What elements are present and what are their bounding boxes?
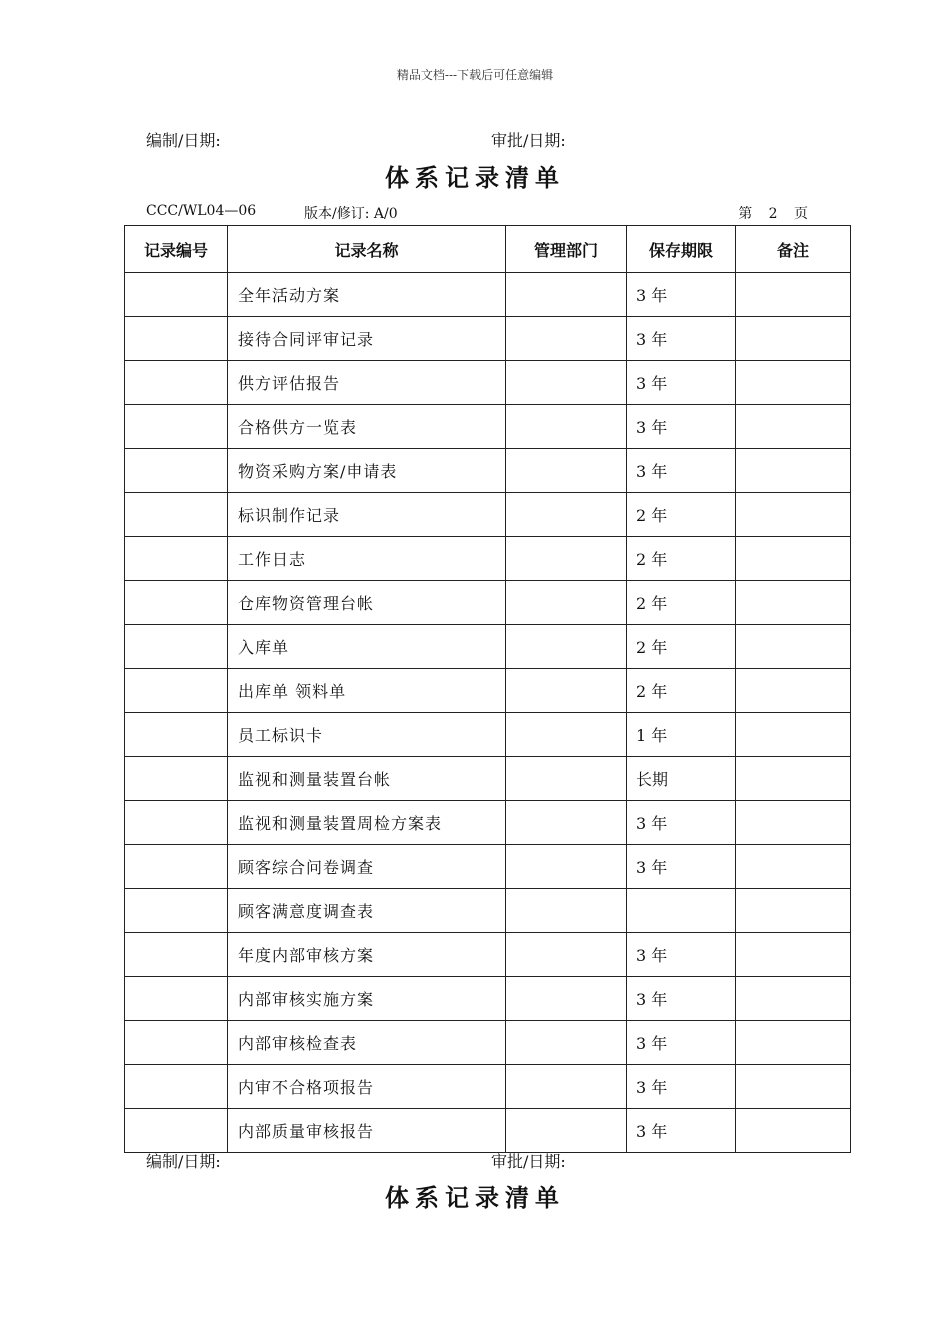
department-cell: [506, 845, 627, 889]
retention-cell: 2 年: [627, 493, 736, 537]
department-cell: [506, 977, 627, 1021]
approved-by-label: 审批/日期:: [491, 1152, 566, 1171]
signature-row-bottom: [146, 1149, 846, 1171]
record-name-cell: 仓库物资管理台帐: [228, 581, 506, 625]
retention-cell: 3 年: [627, 801, 736, 845]
record-name-cell: 入库单: [228, 625, 506, 669]
department-cell: [506, 1109, 627, 1153]
record-id-cell: [125, 1109, 228, 1153]
signature-row-top: [146, 128, 846, 150]
retention-cell: 2 年: [627, 537, 736, 581]
record-id-cell: [125, 273, 228, 317]
remarks-cell: [736, 273, 851, 317]
record-name-cell: 年度内部审核方案: [228, 933, 506, 977]
department-cell: [506, 933, 627, 977]
retention-cell: 2 年: [627, 669, 736, 713]
table-row: [125, 1065, 851, 1109]
table-row: [125, 757, 851, 801]
remarks-cell: [736, 317, 851, 361]
record-name-cell: 监视和测量装置台帐: [228, 757, 506, 801]
record-name-cell: 出库单 领料单: [228, 669, 506, 713]
department-cell: [506, 1065, 627, 1109]
record-id-cell: [125, 581, 228, 625]
table-row: [125, 801, 851, 845]
record-id-cell: [125, 405, 228, 449]
remarks-cell: [736, 625, 851, 669]
table-row: [125, 317, 851, 361]
record-name-cell: 内部质量审核报告: [228, 1109, 506, 1153]
header-remarks: 备注: [736, 226, 851, 273]
record-id-cell: [125, 449, 228, 493]
record-id-cell: [125, 801, 228, 845]
record-name-cell: 员工标识卡: [228, 713, 506, 757]
retention-cell: 3 年: [627, 405, 736, 449]
record-name-cell: 物资采购方案/申请表: [228, 449, 506, 493]
department-cell: [506, 361, 627, 405]
remarks-cell: [736, 1065, 851, 1109]
record-name-cell: 标识制作记录: [228, 493, 506, 537]
table-row: [125, 1021, 851, 1065]
remarks-cell: [736, 757, 851, 801]
remarks-cell: [736, 405, 851, 449]
remarks-cell: [736, 537, 851, 581]
retention-cell: 3 年: [627, 1109, 736, 1153]
prepared-by-label: 编制/日期:: [146, 1152, 221, 1171]
retention-cell: [627, 889, 736, 933]
table-row: [125, 889, 851, 933]
retention-cell: 1 年: [627, 713, 736, 757]
document-version: 版本/修订: A/0: [304, 206, 398, 222]
header-record-id: 记录编号: [125, 226, 228, 273]
retention-cell: 3 年: [627, 273, 736, 317]
table-row: [125, 713, 851, 757]
retention-cell: 3 年: [627, 449, 736, 493]
records-table: [124, 225, 851, 1153]
table-row: [125, 1109, 851, 1153]
department-cell: [506, 405, 627, 449]
table-row: [125, 493, 851, 537]
record-id-cell: [125, 317, 228, 361]
record-id-cell: [125, 757, 228, 801]
record-name-cell: 工作日志: [228, 537, 506, 581]
prepared-by-label: 编制/日期:: [146, 131, 221, 150]
department-cell: [506, 317, 627, 361]
remarks-cell: [736, 361, 851, 405]
table-row: [125, 449, 851, 493]
remarks-cell: [736, 669, 851, 713]
remarks-cell: [736, 581, 851, 625]
table-row: [125, 581, 851, 625]
table-row: [125, 977, 851, 1021]
table-body: [125, 273, 851, 1153]
table-row: [125, 273, 851, 317]
record-name-cell: 全年活动方案: [228, 273, 506, 317]
record-name-cell: 合格供方一览表: [228, 405, 506, 449]
department-cell: [506, 493, 627, 537]
record-name-cell: 顾客综合问卷调查: [228, 845, 506, 889]
department-cell: [506, 889, 627, 933]
remarks-cell: [736, 933, 851, 977]
header-department: 管理部门: [506, 226, 627, 273]
record-name-cell: 顾客满意度调查表: [228, 889, 506, 933]
page-number: 第 2 页: [738, 206, 808, 222]
record-name-cell: 内部审核检查表: [228, 1021, 506, 1065]
header-record-name: 记录名称: [228, 226, 506, 273]
retention-cell: 3 年: [627, 361, 736, 405]
table-row: [125, 625, 851, 669]
department-cell: [506, 757, 627, 801]
department-cell: [506, 581, 627, 625]
department-cell: [506, 273, 627, 317]
document-title: 体系记录清单: [385, 1183, 565, 1212]
department-cell: [506, 713, 627, 757]
record-id-cell: [125, 889, 228, 933]
retention-cell: 3 年: [627, 845, 736, 889]
department-cell: [506, 449, 627, 493]
approved-by-label: 审批/日期:: [491, 131, 566, 150]
record-id-cell: [125, 537, 228, 581]
retention-cell: 2 年: [627, 581, 736, 625]
record-id-cell: [125, 625, 228, 669]
record-id-cell: [125, 361, 228, 405]
table-row: [125, 845, 851, 889]
table-header-row: [125, 226, 851, 273]
department-cell: [506, 537, 627, 581]
remarks-cell: [736, 889, 851, 933]
remarks-cell: [736, 493, 851, 537]
record-id-cell: [125, 713, 228, 757]
record-id-cell: [125, 1065, 228, 1109]
record-id-cell: [125, 493, 228, 537]
department-cell: [506, 1021, 627, 1065]
record-id-cell: [125, 669, 228, 713]
record-id-cell: [125, 933, 228, 977]
retention-cell: 3 年: [627, 1065, 736, 1109]
record-name-cell: 内部审核实施方案: [228, 977, 506, 1021]
record-name-cell: 供方评估报告: [228, 361, 506, 405]
record-id-cell: [125, 845, 228, 889]
remarks-cell: [736, 845, 851, 889]
document-title: 体系记录清单: [385, 163, 565, 192]
remarks-cell: [736, 801, 851, 845]
record-name-cell: 监视和测量装置周检方案表: [228, 801, 506, 845]
table-row: [125, 537, 851, 581]
remarks-cell: [736, 713, 851, 757]
remarks-cell: [736, 449, 851, 493]
record-name-cell: 内审不合格项报告: [228, 1065, 506, 1109]
remarks-cell: [736, 977, 851, 1021]
remarks-cell: [736, 1021, 851, 1065]
table-row: [125, 669, 851, 713]
retention-cell: 2 年: [627, 625, 736, 669]
document-code: CCC/WL04—06: [146, 203, 257, 219]
remarks-cell: [736, 1109, 851, 1153]
record-name-cell: 接待合同评审记录: [228, 317, 506, 361]
table-row: [125, 933, 851, 977]
record-id-cell: [125, 1021, 228, 1065]
document-meta: [146, 203, 808, 221]
retention-cell: 3 年: [627, 1021, 736, 1065]
retention-cell: 3 年: [627, 977, 736, 1021]
retention-cell: 长期: [627, 757, 736, 801]
department-cell: [506, 625, 627, 669]
retention-cell: 3 年: [627, 317, 736, 361]
retention-cell: 3 年: [627, 933, 736, 977]
table-row: [125, 405, 851, 449]
department-cell: [506, 669, 627, 713]
record-id-cell: [125, 977, 228, 1021]
department-cell: [506, 801, 627, 845]
table-row: [125, 361, 851, 405]
header-retention: 保存期限: [627, 226, 736, 273]
watermark-text: 精品文档---下载后可任意编辑: [396, 68, 554, 82]
